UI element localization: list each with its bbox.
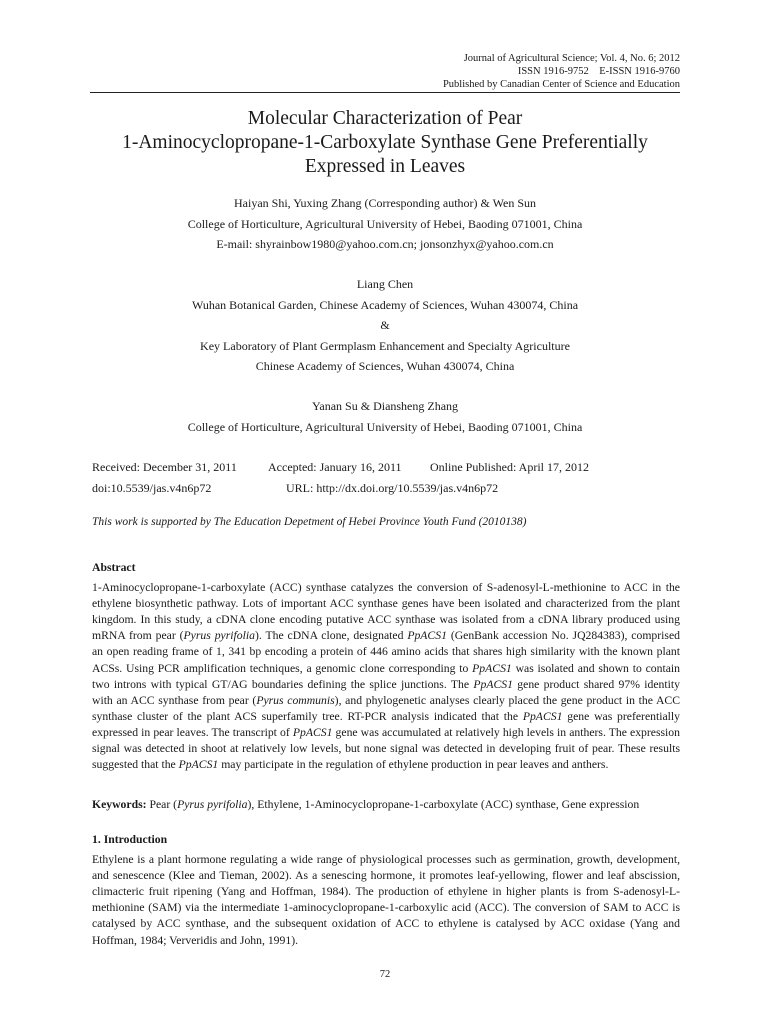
author-affiliation: Wuhan Botanical Garden, Chinese Academy of Sciences, Wuhan 430074, China <box>191 297 579 312</box>
keywords-label: Keywords: <box>92 798 147 811</box>
doi: doi:10.5539/jas.v4n6p72 <box>92 480 212 495</box>
author-names: Haiyan Shi, Yuxing Zhang (Corresponding author) & Wen Sun <box>234 196 536 210</box>
journal-publisher: Published by Canadian Center of Science and Education <box>442 79 680 90</box>
author-names: Yanan Su & Diansheng Zhang <box>311 399 459 413</box>
author-group-3 <box>90 396 680 437</box>
introduction-heading: 1. Introduction <box>92 833 168 846</box>
author-names: Liang Chen <box>356 277 414 291</box>
doi-url[interactable]: URL: http://dx.doi.org/10.5539/jas.v4n6p72 <box>286 480 499 495</box>
keywords <box>92 797 680 813</box>
author-group-1 <box>90 193 680 255</box>
published-date: Online Published: April 17, 2012 <box>430 460 589 474</box>
title-line-2: 1-Aminocyclopropane-1-Carboxylate Synthase Gene Preferentially <box>122 132 648 153</box>
introduction-text: Ethylene is a plant hormone regulating a wide range of physiological processes such as germination, growth, development, and senescence (Klee and Tieman, 2002). As a senescing hormone, it promotes leaf-yellowing, flower and leaf abscission, climacteric fruit ripening (Yang and Hoffman, 1984). The production of ethylene in higher plants is from S-adenosyl-L-methionine (SAM) via the intermediate 1-aminocyclopropane-1-carboxylic acid (ACC). The conversion of SAM to ACC is catalysed by ACC synthase, and the subsequent oxidation of ACC to ethylene is catalysed by ACC oxidase (Yang and Hoffman, 1984; Ververidis and John, 1991). <box>92 853 680 947</box>
author-affiliation: Chinese Academy of Sciences, Wuhan 430074, China <box>255 359 515 373</box>
author-email: E-mail: shyrainbow1980@yahoo.com.cn; jonsonzhyx@yahoo.com.cn <box>216 237 554 251</box>
received-date: Received: December 31, 2011 <box>92 460 237 474</box>
author-group-2 <box>90 274 680 377</box>
author-affiliation: College of Horticulture, Agricultural University of Hebei, Baoding 071001, China <box>187 216 583 231</box>
journal-header <box>300 52 680 91</box>
page-number: 72 <box>379 969 391 980</box>
affiliation-separator: & <box>380 318 390 332</box>
header-rule <box>90 92 680 93</box>
publication-dates <box>92 457 682 498</box>
author-affiliation: Key Laboratory of Plant Germplasm Enhancement and Specialty Agriculture <box>200 338 570 353</box>
keywords-text: Keywords: Pear (Pyrus pyrifolia), Ethylene, 1-Aminocyclopropane-1-carboxylate (ACC) synthase, Gene expression <box>92 798 640 811</box>
journal-issn: ISSN 1916-9752 E-ISSN 1916-9760 <box>517 66 680 77</box>
abstract-section <box>92 560 680 773</box>
article-title <box>60 107 710 179</box>
title-line-3: Expressed in Leaves <box>304 156 466 177</box>
funding-note: This work is supported by The Education Depetment of Hebei Province Youth Fund (2010138) <box>92 516 527 528</box>
journal-citation: Journal of Agricultural Science; Vol. 4, No. 6; 2012 <box>463 53 680 64</box>
introduction-section <box>92 832 680 949</box>
title-line-1: Molecular Characterization of Pear <box>247 108 523 129</box>
author-affiliation: College of Horticulture, Agricultural University of Hebei, Baoding 071001, China <box>187 419 583 434</box>
abstract-heading: Abstract <box>92 561 136 574</box>
abstract-text: 1-Aminocyclopropane-1-carboxylate (ACC) synthase catalyzes the conversion of S-adenosyl-L-methionine to ACC in the ethylene biosynthetic pathway. Lots of important ACC synthase genes have been isolated and characterized from the plant kingdom. In this study, a cDNA clone encoding putative ACC synthase was isolated from a cDNA library produced using mRNA from pear (Pyrus pyrifolia). The cDNA clone, designated PpACS1 (GenBank accession No. JQ284383), comprised an open reading frame of 1, 341 bp encoding a protein of 446 amino acids that shares high similarity with the known plant ACSs. Using PCR amplification techniques, a genomic clone corresponding to PpACS1 was isolated and shown to contain two introns with typical GT/AG boundaries defining the splice junctions. The PpACS1 gene product shared 97% identity with an ACC synthase from pear (Pyrus communis), and phylogenetic analyses clearly placed the gene product in the ACC synthase cluster of the plant ACS superfamily tree. RT-PCR analysis indicated that the PpACS1 gene was preferentially expressed in pear leaves. The transcript of PpACS1 gene was accumulated at relatively high levels in anthers. The expression signal was detected in shoot at relatively low levels, but none signal was detected in developing fruit of pear. These results suggested that the PpACS1 may participate in the regulation of ethylene production in pear leaves and anthers. <box>92 581 680 772</box>
accepted-date: Accepted: January 16, 2011 <box>268 460 402 474</box>
